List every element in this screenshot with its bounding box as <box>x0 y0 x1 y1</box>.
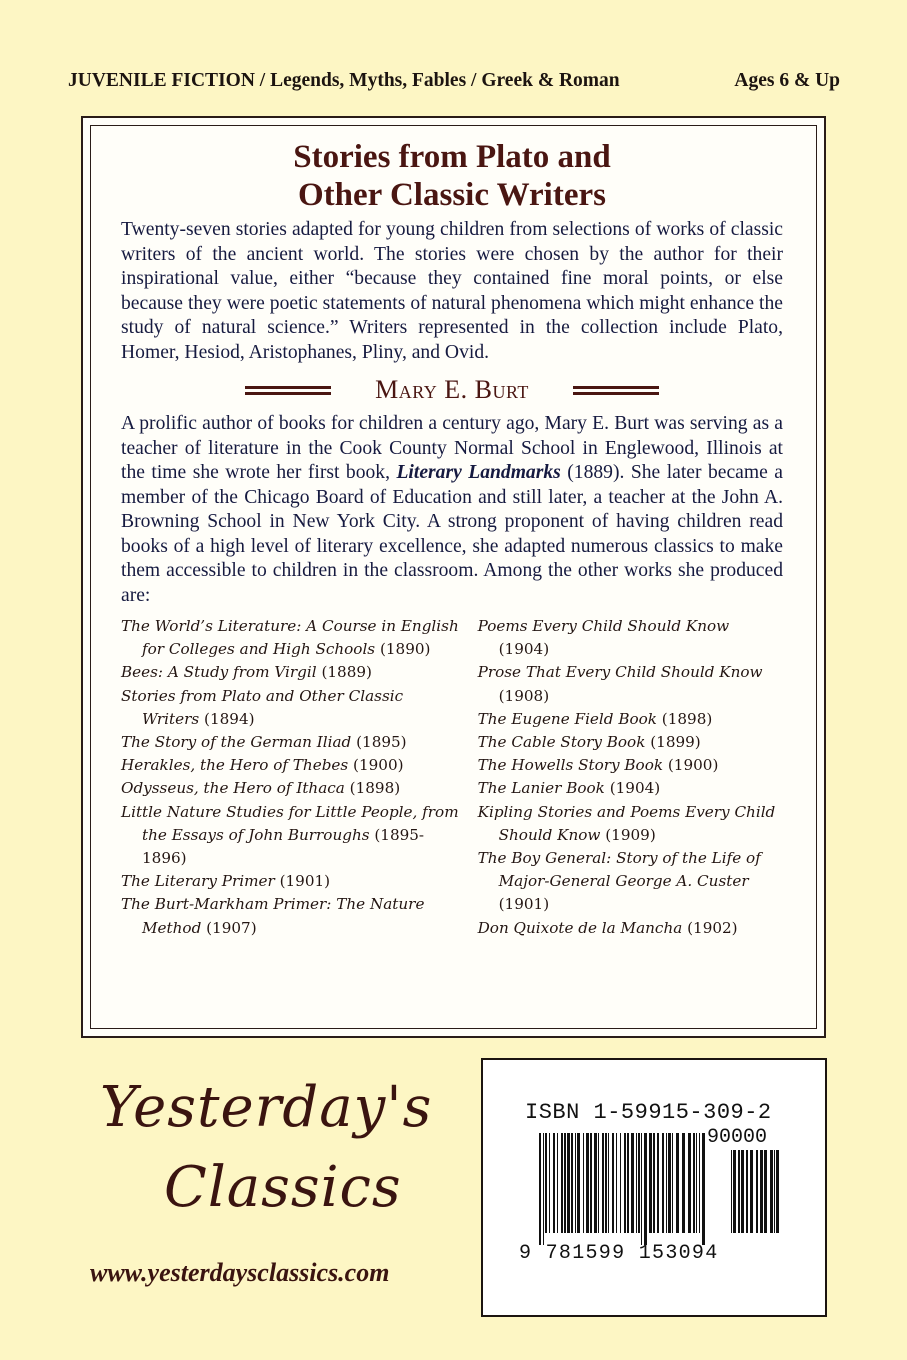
barcode-bar <box>731 1150 732 1233</box>
book-title-line-2: Other Classic Writers <box>298 177 606 213</box>
work-title: Little Nature Studies for Little People, from the Essays of John Burroughs <box>121 802 459 844</box>
work-item <box>478 777 783 800</box>
price-code: 90000 <box>707 1126 768 1149</box>
work-item <box>478 917 783 940</box>
barcode-bar <box>733 1150 736 1233</box>
barcode-bar <box>702 1133 705 1245</box>
work-title: The Howells Story Book <box>477 756 664 775</box>
barcode-bar <box>688 1133 691 1233</box>
work-year: (1909) <box>605 825 656 844</box>
work-year: (1908) <box>498 686 550 705</box>
work-item <box>121 801 462 871</box>
barcode-bar <box>644 1133 647 1245</box>
barcode-bar <box>756 1150 758 1233</box>
category-label: JUVENILE FICTION / Legends, Myths, Fables / Greek & Roman <box>68 70 620 91</box>
barcode-bar <box>539 1133 541 1245</box>
work-year: (1899) <box>650 733 701 752</box>
barcode-bar <box>567 1133 570 1233</box>
work-year: (1898) <box>661 709 713 728</box>
category-header <box>68 70 840 92</box>
ean-barcode <box>539 1133 705 1245</box>
barcode-bar <box>776 1150 779 1233</box>
work-item <box>121 685 462 731</box>
work-year: (1901) <box>498 895 550 914</box>
work-item <box>478 708 783 731</box>
work-item <box>121 754 462 777</box>
divider-rule-right <box>573 386 659 395</box>
works-list <box>121 615 783 940</box>
work-title: The Eugene Field Book <box>477 709 657 728</box>
work-title: The Literary Primer <box>121 872 275 891</box>
work-item <box>478 615 783 661</box>
work-year: (1900) <box>667 756 719 775</box>
work-item <box>121 870 462 893</box>
author-bio <box>121 412 783 608</box>
work-year: (1898) <box>349 779 401 798</box>
barcode-bar <box>641 1133 642 1245</box>
barcode-bar <box>575 1133 576 1233</box>
barcode-bar <box>561 1133 563 1233</box>
work-item <box>121 661 462 684</box>
work-title: The Story of the German Iliad <box>121 733 352 752</box>
barcode-bar <box>696 1133 697 1233</box>
age-range: Ages 6 & Up <box>734 70 840 91</box>
ean-digits: 9 781599 153094 <box>519 1242 719 1265</box>
barcode-bar <box>594 1133 597 1233</box>
barcode-bar <box>746 1150 748 1233</box>
barcode-bar <box>557 1133 558 1233</box>
work-year: (1900) <box>353 756 404 775</box>
barcode-bar <box>760 1150 763 1233</box>
barcode-bar <box>638 1133 640 1233</box>
publisher-logo-line-1: Yesterday's <box>100 1075 433 1140</box>
publisher-logo-line-2: Classics <box>164 1155 402 1220</box>
barcode-bar <box>699 1133 700 1233</box>
work-year: (1895) <box>356 733 407 752</box>
barcode-bar <box>631 1133 634 1233</box>
barcode-bar <box>636 1133 637 1233</box>
work-year: (1904) <box>609 779 661 798</box>
barcode-bar <box>564 1133 566 1233</box>
barcode-bar <box>774 1150 775 1233</box>
work-title: Bees: A Study from Virgil <box>121 663 317 682</box>
work-title: Poems Every Child Should Know <box>477 617 730 635</box>
barcode-bar <box>598 1133 599 1233</box>
barcode-bar <box>693 1133 695 1233</box>
barcode-bar <box>543 1133 544 1245</box>
barcode-bar <box>672 1133 673 1233</box>
barcode-bar <box>676 1133 679 1233</box>
works-column-left <box>121 615 462 940</box>
work-item <box>121 615 462 661</box>
barcode-bar <box>764 1150 767 1233</box>
work-year: (1890) <box>379 640 431 659</box>
barcode-box <box>481 1058 827 1317</box>
work-title: Don Quixote de la Mancha <box>477 918 683 937</box>
description-frame <box>81 116 826 1038</box>
work-title: Odysseus, the Hero of Ithaca <box>121 779 345 798</box>
book-description: Twenty-seven stories adapted for young children from selections of works of classic writers of the ancient world. The stories were chosen by the author for their inspirational value, either “because they contained fine moral points, or else because they were poetic statements of natural phenomena which might enhance the study of natural science.” Writers represented in the collection include Plato, Homer, Hesiod, Aristophanes, Pliny, and Ovid. <box>121 219 783 363</box>
barcode-bar <box>605 1133 607 1233</box>
work-title: The Boy General: Story of the Life of Major-General George A. Custer <box>477 849 761 891</box>
barcode-bar <box>608 1133 609 1233</box>
barcode-bar <box>657 1133 659 1233</box>
author-bio-book: Literary Landmarks <box>396 462 561 483</box>
barcode-bar <box>545 1133 547 1233</box>
work-item <box>478 731 783 754</box>
work-year: (1902) <box>687 918 738 937</box>
barcode-bar <box>612 1133 614 1233</box>
work-title: The Cable Story Book <box>477 733 646 752</box>
work-title: The Burt-Markham Primer: The Nature Method <box>121 895 425 937</box>
publisher-logo <box>100 1075 440 1250</box>
work-item <box>121 893 462 939</box>
work-item <box>478 754 783 777</box>
barcode-bar <box>549 1133 550 1233</box>
barcode-bar <box>577 1133 580 1233</box>
price-addon-barcode <box>731 1150 779 1245</box>
work-title: Stories from Plato and Other Classic Writers <box>121 686 404 728</box>
work-item <box>478 661 783 707</box>
work-item <box>121 777 462 800</box>
barcode-bar <box>627 1133 629 1233</box>
author-bio-part-1: A prolific author of books for children a century ago, Mary E. Burt was serving as a teacher of literature in the Cook County Normal School in Englewood, Illinois at the time she wrote her first book, <box>121 413 783 483</box>
barcode-bar <box>620 1133 621 1233</box>
barcode-bar <box>653 1133 655 1233</box>
author-name: Mary E. Burt <box>375 375 529 404</box>
barcode-bar <box>750 1150 753 1233</box>
divider-rule-left <box>245 386 331 395</box>
work-title: The World’s Literature: A Course in English for Colleges and High Schools <box>121 617 459 659</box>
work-year: (1895-1896) <box>142 825 425 868</box>
work-title: Kipling Stories and Poems Every Child Should Know <box>477 802 776 844</box>
author-bio-part-2: (1889). She later became a member of the Chicago Board of Education and still later, a teacher at the John A. Browning School in New York City. A strong proponent of having children read books of a high level of literary excellence, she adapted numerous classics to make them accessible to children in the classroom. Among the other works she produced are: <box>121 462 783 606</box>
barcode-bar <box>668 1133 671 1233</box>
barcode-bar <box>624 1133 626 1233</box>
work-year: (1889) <box>321 663 372 682</box>
publisher-url[interactable]: www.yesterdaysclassics.com <box>90 1258 390 1287</box>
work-title: Prose That Every Child Should Know <box>477 663 763 682</box>
author-divider <box>121 376 783 404</box>
barcode-bar <box>553 1133 555 1233</box>
barcode-bar <box>616 1133 617 1233</box>
work-year: (1907) <box>206 918 257 937</box>
book-title-line-1: Stories from Plato and <box>293 139 611 175</box>
work-item <box>478 801 783 847</box>
work-item <box>478 847 783 917</box>
barcode-bar <box>741 1150 744 1233</box>
barcode-bar <box>738 1150 740 1233</box>
work-year: (1904) <box>498 640 550 659</box>
works-column-right <box>478 615 783 940</box>
barcode-bar <box>583 1133 584 1233</box>
barcode-bar <box>571 1133 573 1233</box>
barcode-bar <box>666 1133 667 1233</box>
barcode-bar <box>590 1133 592 1233</box>
barcode-bar <box>602 1133 604 1233</box>
work-item <box>121 731 462 754</box>
barcode-bar <box>662 1133 664 1233</box>
frame-content <box>121 138 783 940</box>
work-year: (1901) <box>279 872 331 891</box>
work-title: Herakles, the Hero of Thebes <box>121 756 349 775</box>
book-title <box>121 138 783 214</box>
barcode-bar <box>682 1133 685 1233</box>
barcode-bar <box>770 1150 773 1233</box>
barcode-bar <box>649 1133 652 1233</box>
barcode-bar <box>586 1133 589 1233</box>
isbn-label: ISBN 1-59915-309-2 <box>525 1100 772 1125</box>
work-year: (1894) <box>204 709 255 728</box>
work-title: The Lanier Book <box>477 779 605 798</box>
